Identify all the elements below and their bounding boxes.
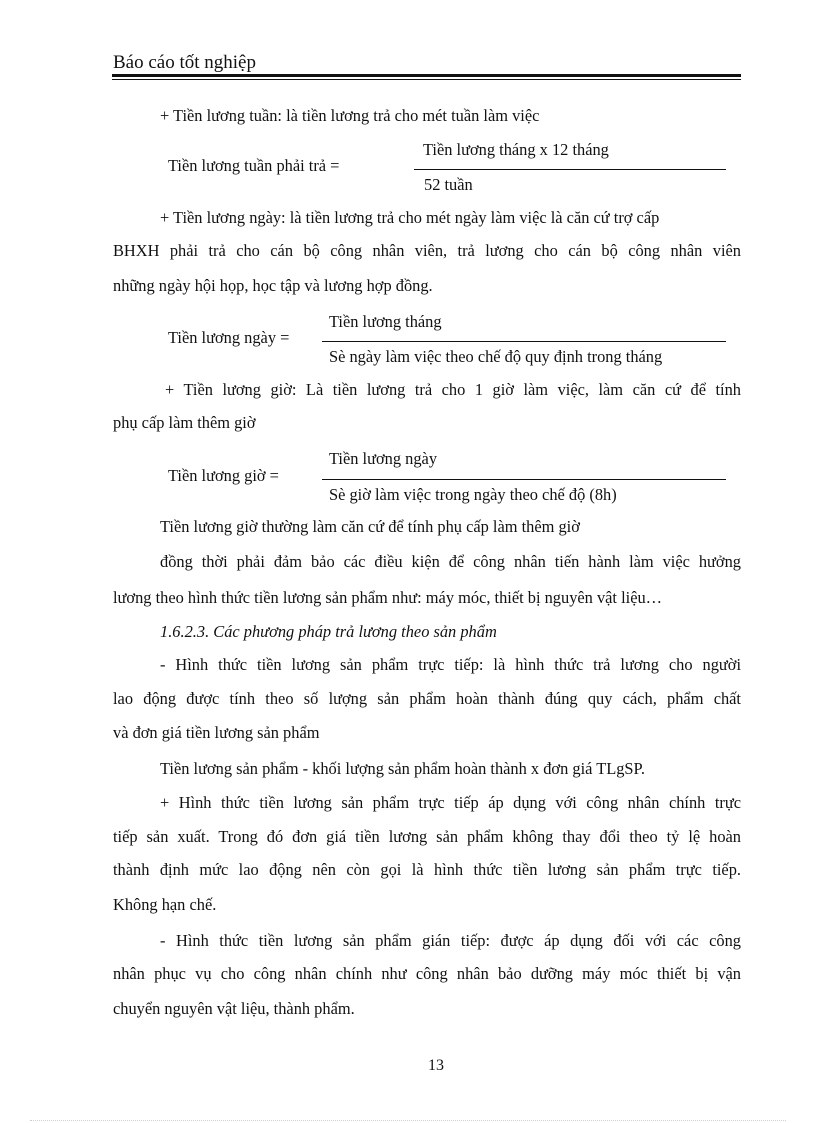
paragraph-conditions-line1: đồng thời phải đảm bảo các điều kiện để công nhân tiến hành làm việc hưởng xyxy=(160,552,741,571)
formula-weekly-fraction-bar xyxy=(414,169,726,170)
paragraph-indirect-piece-line1: - Hình thức tiền lương sản phẩm gián tiếp: được áp dụng đối với các công xyxy=(160,931,741,950)
formula-hourly-fraction-bar xyxy=(322,479,726,480)
paragraph-direct-piece-line2: lao động được tính theo số lượng sản phẩm hoàn thành đúng quy cách, phẩm chất xyxy=(113,689,741,708)
paragraph-direct-application-line4: Không hạn chế. xyxy=(113,895,217,914)
formula-hourly-denominator: Sè giờ làm việc trong ngày theo chế độ (8h) xyxy=(329,485,617,504)
paragraph-daily-wage-line1: + Tiền lương ngày: là tiền lương trả cho mét ngày làm việc là căn cứ trợ cấp xyxy=(160,208,660,227)
header-rule-thick xyxy=(112,74,741,77)
formula-daily-denominator: Sè ngày làm việc theo chế độ quy định trong tháng xyxy=(329,347,663,366)
paragraph-daily-wage-line3: những ngày hội họp, học tập và lương hợp đồng. xyxy=(113,276,433,295)
paragraph-weekly-wage: + Tiền lương tuần: là tiền lương trả cho mét tuần làm việc xyxy=(160,106,540,125)
formula-daily-numerator: Tiền lương tháng xyxy=(329,312,442,331)
formula-daily-fraction-bar xyxy=(322,341,726,342)
document-header-title: Báo cáo tốt nghiệp xyxy=(113,52,256,73)
paragraph-hourly-wage-line1: + Tiền lương giờ: Là tiền lương trả cho 1 giờ làm việc, làm căn cứ để tính xyxy=(165,380,741,399)
paragraph-conditions-line2: lương theo hình thức tiền lương sản phẩm như: máy móc, thiết bị nguyên vật liệu… xyxy=(113,588,663,607)
paragraph-piece-formula: Tiền lương sản phẩm - khối lượng sản phẩm hoàn thành x đơn giá TLgSP. xyxy=(160,759,645,778)
paragraph-indirect-piece-line3: chuyển nguyên vật liệu, thành phẩm. xyxy=(113,999,355,1018)
paragraph-hourly-basis: Tiền lương giờ thường làm căn cứ để tính phụ cấp làm thêm giờ xyxy=(160,517,580,536)
paragraph-direct-application-line2: tiếp sản xuất. Trong đó đơn giá tiền lương sản phẩm không thay đổi theo tỷ lệ hoàn xyxy=(113,827,741,846)
paragraph-daily-wage-line2: BHXH phải trả cho cán bộ công nhân viên, trả lương cho cán bộ công nhân viên xyxy=(113,241,741,260)
formula-weekly-lhs: Tiền lương tuần phải trả = xyxy=(168,156,340,175)
section-heading: 1.6.2.3. Các phương pháp trả lương theo sản phẩm xyxy=(160,622,497,641)
paragraph-direct-piece-line1: - Hình thức tiền lương sản phẩm trực tiếp: là hình thức trả lương cho người xyxy=(160,655,741,674)
paragraph-direct-piece-line3: và đơn giá tiền lương sản phẩm xyxy=(113,723,320,742)
paragraph-direct-application-line3: thành định mức lao động nên còn gọi là hình thức tiền lương sản phẩm trực tiếp. xyxy=(113,860,741,879)
paragraph-direct-application-line1: + Hình thức tiền lương sản phẩm trực tiếp áp dụng với công nhân chính trực xyxy=(160,793,741,812)
formula-weekly-denominator: 52 tuần xyxy=(424,175,473,194)
formula-weekly-numerator: Tiền lương tháng x 12 tháng xyxy=(423,140,609,159)
page-number: 13 xyxy=(428,1057,444,1074)
header-rule-thin xyxy=(112,79,741,80)
page-bottom-border xyxy=(30,1120,786,1121)
paragraph-indirect-piece-line2: nhân phục vụ cho công nhân chính như công nhân bảo dưỡng máy móc thiết bị vận xyxy=(113,964,741,983)
formula-daily-lhs: Tiền lương ngày = xyxy=(168,328,290,347)
formula-hourly-lhs: Tiền lương giờ = xyxy=(168,466,279,485)
paragraph-hourly-wage-line2: phụ cấp làm thêm giờ xyxy=(113,413,256,432)
formula-hourly-numerator: Tiền lương ngày xyxy=(329,449,438,468)
